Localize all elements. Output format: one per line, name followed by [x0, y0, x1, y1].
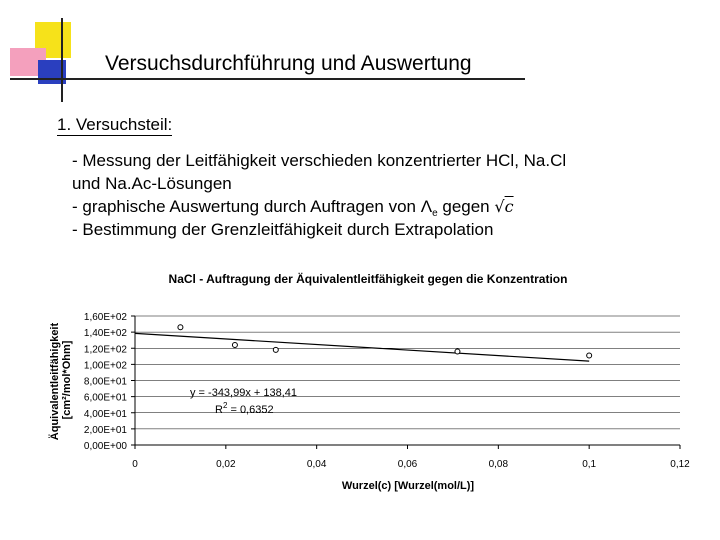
- x-tick-label: 0,08: [488, 459, 509, 470]
- x-tick-label: 0,04: [306, 459, 327, 470]
- trendline: [135, 333, 589, 361]
- data-point: [587, 353, 592, 358]
- slide-title: Versuchsdurchführung und Auswertung: [105, 52, 472, 75]
- regression-equation: y = -343,99x + 138,41: [190, 387, 298, 399]
- y-tick-label: 1,60E+02: [83, 312, 127, 323]
- r-squared-label: R: [215, 404, 223, 416]
- bullet-measurement-line1: - Messung der Leitfähigkeit verschieden konzentrierter HCl, Na.Cl: [72, 151, 567, 170]
- bullet2-subscript: e: [432, 208, 438, 219]
- y-tick-label: 1,40E+02: [83, 328, 127, 340]
- sqrt-variable: c: [504, 197, 514, 216]
- r-squared-sup: 2: [222, 401, 228, 410]
- r-squared-value: = 0,6352: [227, 404, 274, 416]
- y-tick-label: 0,00E+00: [83, 441, 127, 452]
- x-tick-label: 0,1: [582, 459, 597, 470]
- y-axis-label-line2: [cm²/mol*Ohm]: [61, 340, 73, 420]
- y-axis-label: [48, 320, 73, 440]
- bullet-measurement-line2: und Na.Ac-Lösungen: [72, 174, 232, 193]
- bullet2-mid: gegen: [437, 197, 490, 216]
- y-tick-label: 4,00E+01: [83, 408, 127, 420]
- x-tick-label: 0,06: [397, 459, 418, 470]
- chart-title: NaCl - Auftragung der Äquivalentleitfähigkeit gegen die Konzentration: [168, 272, 568, 286]
- bullet2-prefix: - graphische Auswertung durch Auftragen von Λ: [72, 197, 433, 216]
- y-axis-label-line1: Äquivalentleitfähigkeit: [49, 322, 61, 441]
- data-point: [455, 349, 460, 354]
- x-axis-label: Wurzel(c) [Wurzel(mol/L)]: [341, 480, 475, 492]
- y-tick-label: 6,00E+01: [83, 392, 127, 404]
- section-heading: 1. Versuchsteil:: [57, 115, 173, 134]
- y-tick-label: 8,00E+01: [83, 376, 127, 388]
- y-tick-labels: [84, 312, 135, 452]
- data-point: [273, 347, 278, 352]
- x-tick-label: 0,02: [216, 459, 236, 470]
- y-tick-label: 2,00E+01: [83, 424, 127, 436]
- bullet-extrapolation: - Bestimmung der Grenzleitfähigkeit durch Extrapolation: [72, 220, 494, 239]
- sqrt-symbol: √: [494, 197, 505, 216]
- data-point: [232, 343, 237, 348]
- data-point: [178, 325, 183, 330]
- x-tick-label: 0,12: [670, 459, 690, 470]
- r-squared: [215, 401, 274, 416]
- x-tick-labels: [132, 445, 690, 470]
- y-tick-label: 1,00E+02: [83, 360, 127, 372]
- data-points: [178, 325, 592, 358]
- y-tick-label: 1,20E+02: [83, 344, 127, 356]
- x-tick-label: 0: [132, 459, 138, 470]
